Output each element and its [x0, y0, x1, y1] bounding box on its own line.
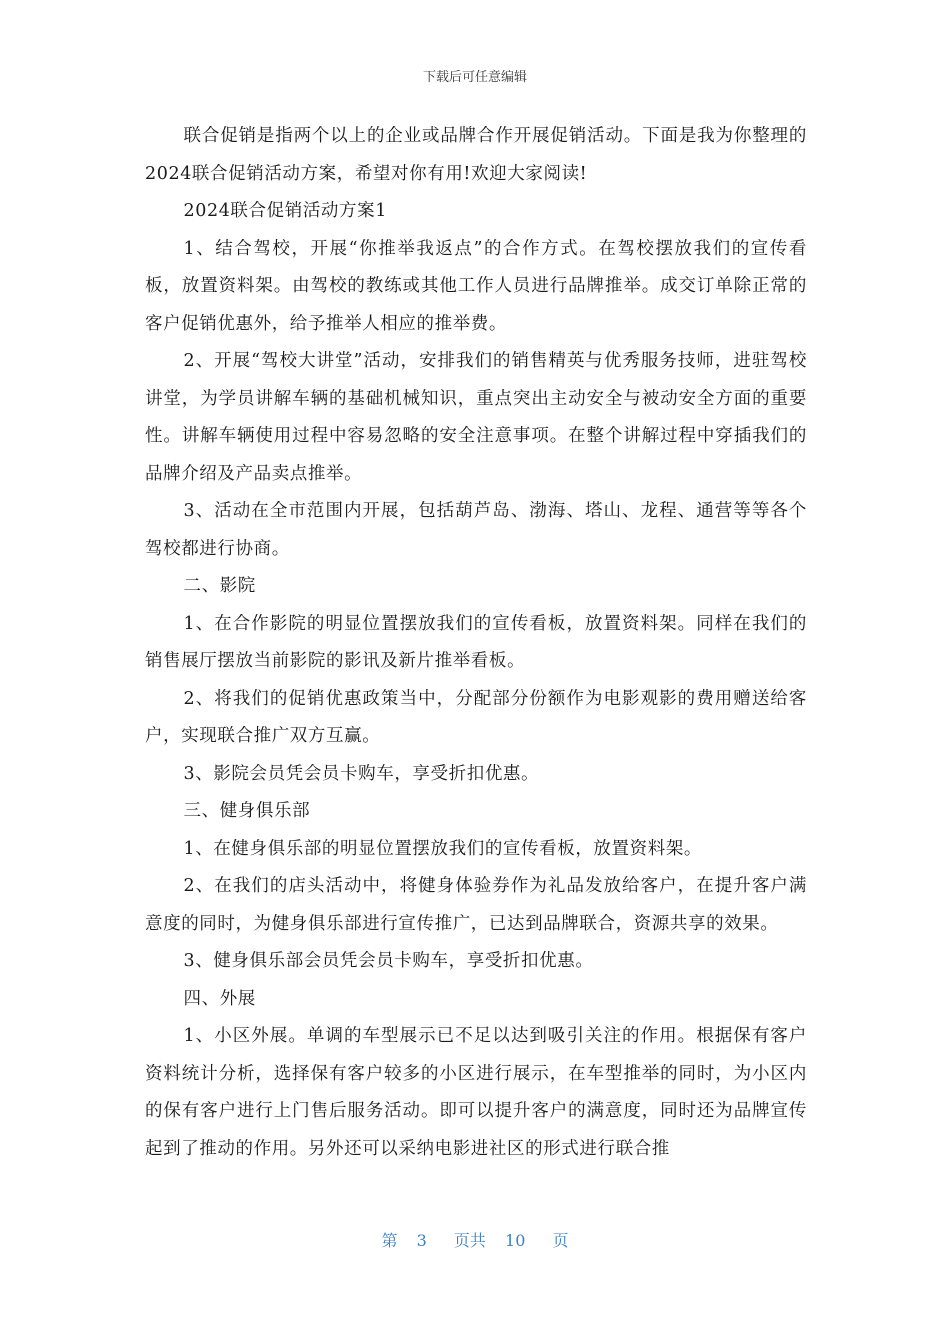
paragraph: 2、在我们的店头活动中，将健身体验券作为礼品发放给客户，在提升客户满意度的同时，为健身俱乐部进行宣传推广，已达到品牌联合，资源共享的效果。 [145, 876, 807, 934]
page-footer [0, 1228, 950, 1251]
paragraph: 2、将我们的促销优惠政策当中，分配部分份额作为电影观影的费用赠送给客户，实现联合推广双方互赢。 [145, 688, 807, 746]
footer-middle: 页共 [453, 1231, 486, 1250]
page-header: 下载后可任意编辑 [422, 70, 527, 85]
section-heading: 四、外展 [183, 988, 256, 1009]
footer-suffix: 页 [552, 1231, 569, 1250]
current-page-number: 3 [416, 1231, 427, 1250]
paragraph: 1、结合驾校，开展“你推举我返点”的合作方式。在驾校摆放我们的宣传看板，放置资料架。由驾校的教练或其他工作人员进行品牌推举。成交订单除正常的客户促销优惠外，给予推举人相应的推举费。 [145, 238, 807, 334]
section-heading: 二、影院 [183, 576, 256, 596]
footer-prefix: 第 [381, 1231, 398, 1250]
section-heading: 三、健身俱乐部 [183, 801, 311, 821]
intro-paragraph: 联合促销是指两个以上的企业或品牌合作开展促销活动。下面是我为你整理的2024联合促销活动方案，希望对你有用!欢迎大家阅读! [145, 126, 807, 184]
total-pages-number: 10 [505, 1231, 526, 1250]
section-title: 2024联合促销活动方案1 [183, 201, 387, 221]
paragraph: 1、小区外展。单调的车型展示已不足以达到吸引关注的作用。根据保有客户资料统计分析，选择保有客户较多的小区进行展示，在车型推举的同时，为小区内的保有客户进行上门售后服务活动。即可以提升客户的满意度，同时还为品牌宣传起到了推动的作用。另外还可以采纳电影进社区的形式进行联合推 [145, 1026, 807, 1159]
paragraph: 1、在合作影院的明显位置摆放我们的宣传看板，放置资料架。同样在我们的销售展厅摆放当前影院的影讯及新片推举看板。 [145, 613, 807, 671]
document-body [145, 118, 807, 1168]
paragraph: 2、开展“驾校大讲堂”活动，安排我们的销售精英与优秀服务技师，进驻驾校讲堂，为学员讲解车辆的基础机械知识，重点突出主动安全与被动安全方面的重要性。讲解车辆使用过程中容易忽略的安全注意事项。在整个讲解过程中穿插我们的品牌介绍及产品卖点推举。 [145, 351, 807, 484]
paragraph: 3、活动在全市范围内开展，包括葫芦岛、渤海、塔山、龙程、通营等等各个驾校都进行协商。 [145, 501, 807, 559]
paragraph: 3、影院会员凭会员卡购车，享受折扣优惠。 [183, 763, 540, 784]
paragraph: 3、健身俱乐部会员凭会员卡购车，享受折扣优惠。 [183, 951, 594, 971]
paragraph: 1、在健身俱乐部的明显位置摆放我们的宣传看板，放置资料架。 [183, 838, 703, 859]
